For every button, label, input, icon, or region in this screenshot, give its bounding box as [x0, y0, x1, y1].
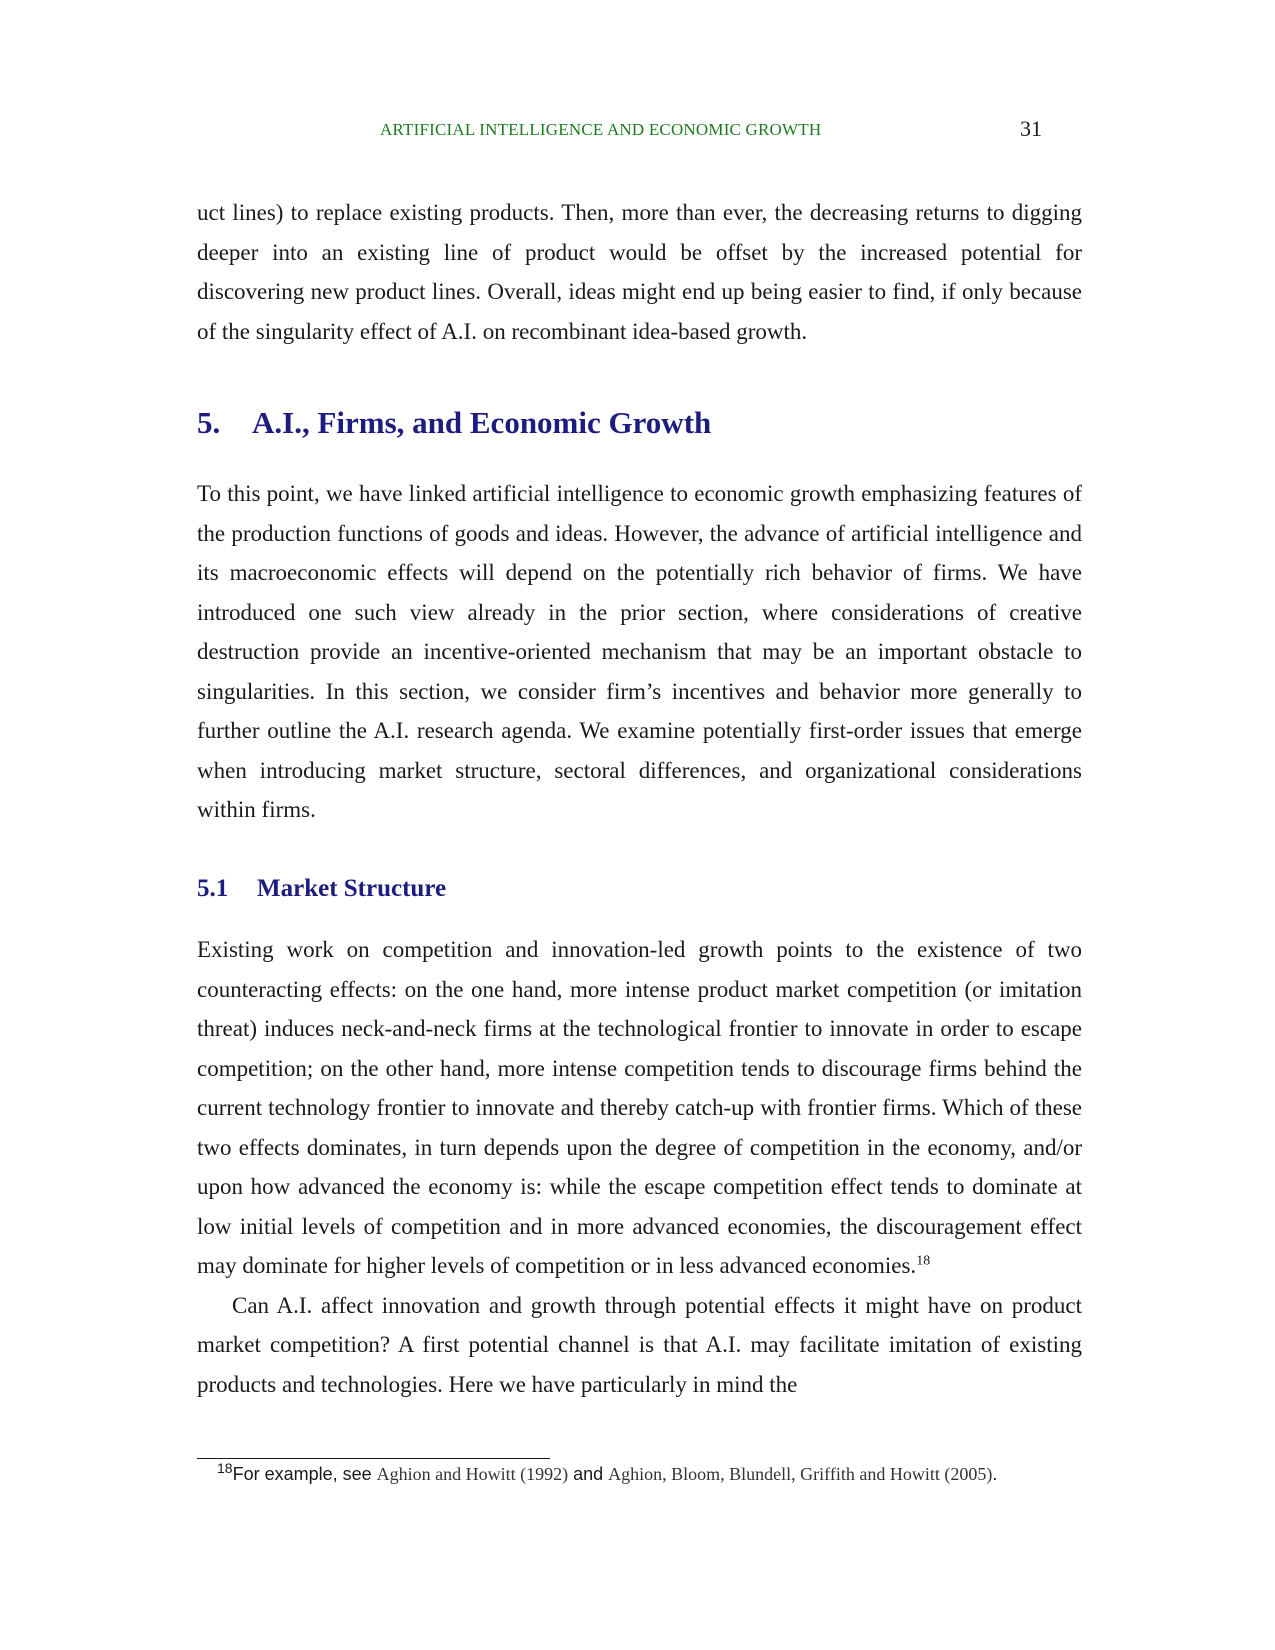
paragraph-ai-competition: Can A.I. affect innovation and growth through potential effects it might have on product market competition? A first potential channel is that A.I. may facilitate imitation of existing products and technologies. Here we have particularly in mind the — [197, 1292, 1082, 1397]
footnote-divider — [197, 1458, 550, 1459]
section-title: A.I., Firms, and Economic Growth — [252, 405, 712, 440]
paragraph-text: To this point, we have linked artificial intelligence to economic growth emphasizing features of the production functions of goods and ideas. However, the advance of artificial intelligence and its macroeconomic effects will depend on the potentially rich behavior of firms. We have introduced one such view already in the prior section, where considerations of creative destruction provide an incentive-oriented mechanism that may be an important obstacle to singularities. In this section, we consider firm’s incentives and behavior more generally to further outline the A.I. research agenda. We examine potentially first-order issues that emerge when introducing market structure, sectoral differences, and organizational considerations within firms. — [197, 481, 1082, 822]
citation-link[interactable]: Aghion, Bloom, Blundell, Griffith and Howitt (2005) — [608, 1464, 993, 1484]
section-intro-paragraph — [197, 474, 1082, 830]
footnote-marker: 18 — [217, 1460, 233, 1476]
footnote-reference[interactable]: 18 — [916, 1253, 931, 1269]
paragraph-text — [197, 930, 1082, 1286]
subsection-heading — [197, 875, 446, 903]
subsection-number: 5.1 — [197, 875, 229, 902]
footnote-end: . — [992, 1464, 998, 1484]
paragraph-competition-text: Existing work on competition and innovation-led growth points to the existence of two counteracting effects: on the one hand, more intense product market competition (or imitation threat) induces neck-and-neck firms at the technological frontier to innovate in order to escape competition; on the other hand, more intense competition tends to discourage firms behind the current technology frontier to innovate and thereby catch-up with frontier firms. Which of these two effects dominates, in turn depends upon the degree of competition in the economy, and/or upon how advanced the economy is: while the escape competition effect tends to dominate at low initial levels of competition and in more advanced economies, the discouragement effect may dominate for higher levels of competition or in less advanced economies. — [197, 937, 1082, 1278]
section-number: 5. — [197, 405, 221, 440]
citation-link[interactable]: Aghion and Howitt (1992) — [376, 1464, 569, 1484]
running-title: ARTIFICIAL INTELLIGENCE AND ECONOMIC GROWTH — [380, 120, 822, 139]
running-header — [0, 112, 1275, 140]
subsection-title: Market Structure — [257, 875, 447, 902]
paragraph-continued — [197, 193, 1082, 351]
section-heading — [197, 405, 711, 441]
footnote-lead: For example, see — [232, 1464, 377, 1484]
paragraph-text: uct lines) to replace existing products. Then, more than ever, the decreasing returns to digging deeper into an existing line of product would be offset by the increased potential for discovering new product lines. Overall, ideas might end up being easier to find, if only because of the singularity effect of A.I. on recombinant idea-based growth. — [197, 200, 1082, 344]
footnote-joiner: and — [568, 1464, 609, 1484]
page-number: 31 — [1020, 116, 1042, 141]
market-structure-body — [197, 930, 1082, 1404]
footnote — [217, 1462, 997, 1486]
